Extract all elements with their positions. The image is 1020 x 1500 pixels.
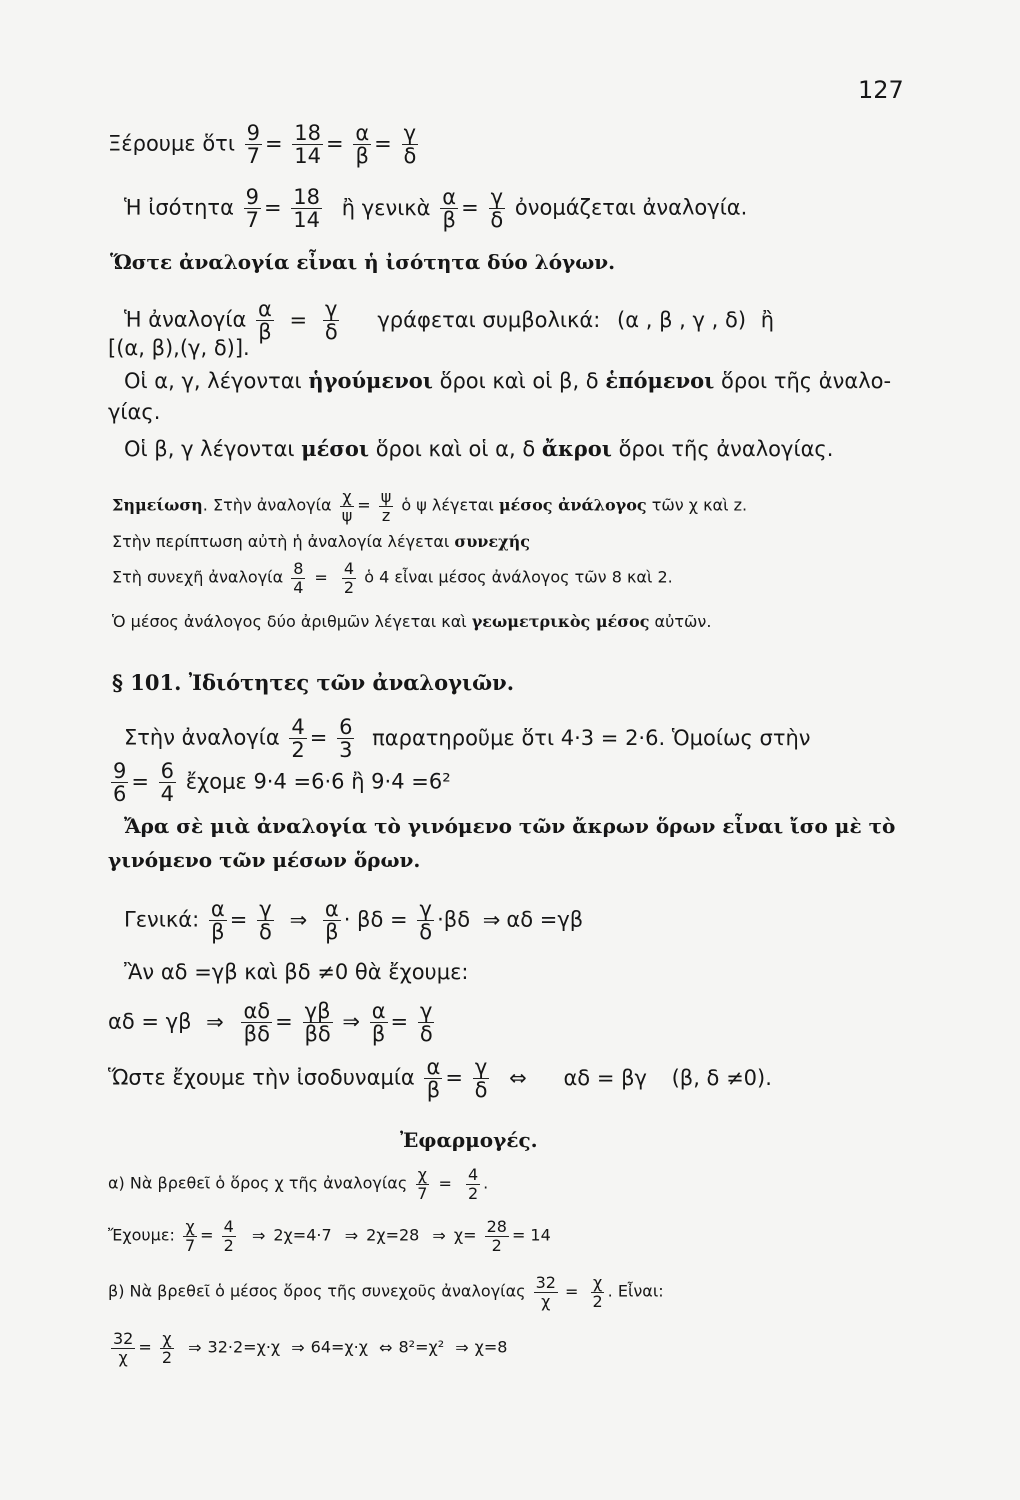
line-converse-proof: αδ = γβ ⇒ $\frac{\alpha\delta}{\beta\delta}$ = $\frac{\gamma\beta}{\beta\delta}$ ⇒ $\frac{\alpha}{\beta}$ = $\frac{\gamma}{\delta}$ — [108, 999, 433, 1047]
application-b-solution: $\frac{32}{\chi}$ = $\frac{\chi}{2}$ ⇒ 32·2=χ·χ ⇒ 64=χ·χ ⇔ 8²=χ² ⇒ χ=8 — [113, 1329, 508, 1367]
note-line-2: Στὴν περίπτωση αὐτὴ ἡ ἀναλογία λέγεται συνεχής — [112, 532, 531, 551]
line-example-proportion: Στὴν ἀναλογία $\frac{4}{2}$ = $\frac{6}{3}$ παρατηροῦμε ὅτι 4·3 = 2·6. Ὁμοίως στὴν — [124, 715, 811, 763]
note-line-3: Στὴ συνεχῆ ἀναλογία $\frac{8}{4}$ = $\frac{4}{2}$ ὁ 4 εἶναι μέσος ἀνάλογος τῶν 8 καὶ 2. — [112, 559, 673, 597]
section-heading: § 101. Ἰδιότητες τῶν ἀναλογιῶν. — [112, 670, 515, 695]
line-equivalence: Ὥστε ἔχουμε τὴν ἰσοδυναμία $\frac{\alpha}{\beta}$ = $\frac{\gamma}{\delta}$ ⇔ αδ = βγ (β, δ ≠0). — [108, 1055, 772, 1103]
line-mean-extreme: Οἱ β, γ λέγονται μέσοι ὅροι καὶ οἱ α, δ ἄκροι ὅροι τῆς ἀναλογίας. — [124, 436, 834, 461]
definition-proportion: Ὥστε ἀναλογία εἶναι ἡ ἰσότητα δύο λόγων. — [110, 250, 616, 274]
property-statement-end: γινόμενο τῶν μέσων ὅρων. — [108, 848, 421, 872]
line-symbolic-alt: [(α, β),(γ, δ)]. — [108, 336, 250, 360]
note-line-4: Ὁ μέσος ἀνάλογος δύο ἀριθμῶν λέγεται καὶ γεωμετρικὸς μέσος αὐτῶν. — [112, 612, 712, 631]
line-equality-definition: Ἡ ἰσότητα $\frac{9}{7}$ = $\frac{18}{14}$ ἢ γενικὰ $\frac{\alpha}{\beta}$ = $\frac{\gamma}{\delta}$ ὀνομάζεται ἀναλογία. — [124, 185, 748, 233]
line-example-2: $\frac{9}{6}$ = $\frac{6}{4}$ ἔχομε 9·4 =6·6 ἢ 9·4 =6² — [113, 759, 451, 807]
line-known-fractions: Ξέρουμε ὅτι $\frac{9}{7}$ = $\frac{18}{14}$ = $\frac{\alpha}{\beta}$ = $\frac{\gamma}{\delta}$ — [108, 121, 417, 169]
application-b: β) Νὰ βρεθεῖ ὁ μέσος ὅρος τῆς συνεχοῦς ἀναλογίας $\frac{32}{\chi}$ = $\frac{\chi}{2}$ . Εἶναι: — [108, 1273, 664, 1311]
page-number: 127 — [858, 76, 904, 104]
line-symbolic: Ἡ ἀναλογία $\frac{\alpha}{\beta}$ = $\frac{\gamma}{\delta}$ γράφεται συμβολικά: (α , β , γ , δ) ἢ — [124, 297, 775, 345]
application-a: α) Νὰ βρεθεῖ ὁ ὅρος χ τῆς ἀναλογίας $\frac{\chi}{7}$ = $\frac{4}{2}$ . — [108, 1165, 489, 1203]
property-statement: Ἄρα σὲ μιὰ ἀναλογία τὸ γινόμενο τῶν ἄκρων ὅρων εἶναι ἴσο μὲ τὸ — [124, 814, 896, 838]
applications-heading: Ἐφαρμογές. — [400, 1128, 538, 1152]
line-general-proof: Γενικά: $\frac{\alpha}{\beta}$ = $\frac{\gamma}{\delta}$ ⇒ $\frac{\alpha}{\beta}$ · βδ = $\frac{\gamma}{\delta}$ ·βδ ⇒ αδ =γβ — [124, 897, 584, 945]
note-line-1: Σημείωση. Στὴν ἀναλογία $\frac{\chi}{\psi}$ = $\frac{\psi}{z}$ ὁ ψ λέγεται μέσος ἀνάλογος τῶν χ καὶ z. — [112, 487, 748, 525]
application-a-solution: Ἔχουμε: $\frac{\chi}{7}$ = $\frac{4}{2}$ ⇒ 2χ=4·7 ⇒ 2χ=28 ⇒ χ= $\frac{28}{2}$ = 14 — [108, 1217, 551, 1255]
line-leading-terms: Οἱ α, γ, λέγονται ἡγούμενοι ὅροι καὶ οἱ β, δ ἑπόμενοι ὅροι τῆς ἀναλο- — [124, 368, 892, 393]
line-condition: Ἂν αδ =γβ καὶ βδ ≠0 θὰ ἔχουμε: — [124, 960, 469, 984]
line-leading-terms-end: γίας. — [108, 400, 161, 424]
